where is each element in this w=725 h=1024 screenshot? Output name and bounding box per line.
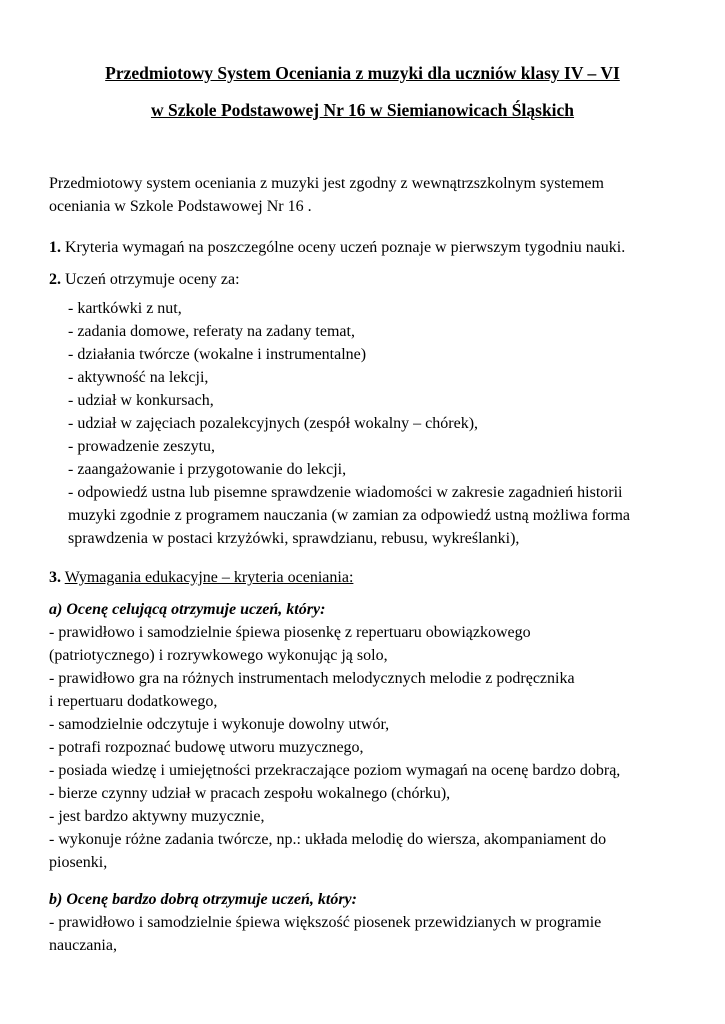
point-3 [49,566,689,589]
list-item: - zadania domowe, referaty na zadany temat, [68,323,355,340]
point-2-number: 2. [49,271,61,288]
section-a [49,598,689,874]
section-a-line: - jest bardzo aktywny muzycznie, [49,808,265,825]
point-1-text: Kryteria wymagań na poszczególne oceny uczeń poznaje w pierwszym tygodniu nauki. [61,239,626,256]
section-a-line: - samodzielnie odczytuje i wykonuje dowolny utwór, [49,716,390,733]
section-a-heading: a) Ocenę celującą otrzymuje uczeń, który: [49,601,326,618]
document-title-line-1: Przedmiotowy System Oceniania z muzyki dla uczniów klasy IV – VI [105,63,620,83]
point-3-number: 3. [49,569,61,586]
list-item: - aktywność na lekcji, [68,369,209,386]
section-a-line: - potrafi rozpoznać budowę utworu muzycznego, [49,739,364,756]
intro-line-1: Przedmiotowy system oceniania z muzyki jest zgodny z wewnątrzszkolnym systemem [49,175,604,192]
list-item: - udział w konkursach, [68,392,214,409]
point-1 [49,236,689,259]
section-a-line: - wykonuje różne zadania twórcze, np.: układa melodię do wiersza, akompaniament do [49,831,607,848]
section-b-line: - prawidłowo i samodzielnie śpiewa większość piosenek przewidzianych w programie [49,914,602,931]
section-a-line: (patriotycznego) i rozrywkowego wykonując ją solo, [49,647,388,664]
document-title-line-2: w Szkole Podstawowej Nr 16 w Siemianowicach Śląskich [150,100,575,120]
list-item: - odpowiedź ustna lub pisemne sprawdzenie wiadomości w zakresie zagadnień historii [68,484,623,501]
grades-list [68,297,698,550]
intro-paragraph [49,172,689,218]
section-b [49,888,689,957]
point-2 [49,268,689,291]
section-a-line: piosenki, [49,854,108,871]
intro-line-2: oceniania w Szkole Podstawowej Nr 16 . [49,198,312,215]
point-3-text: Wymagania edukacyjne – kryteria oceniania: [64,569,354,586]
section-a-line: i repertuaru dodatkowego, [49,693,218,710]
section-b-line: nauczania, [49,937,117,954]
list-item: - zaangażowanie i przygotowanie do lekcji, [68,461,347,478]
section-b-heading: b) Ocenę bardzo dobrą otrzymuje uczeń, który: [49,891,357,908]
list-item: muzyki zgodnie z programem nauczania (w zamian za odpowiedź ustną możliwa forma [68,507,630,524]
list-item: - kartkówki z nut, [68,300,182,317]
list-item: - działania twórcze (wokalne i instrumentalne) [68,346,367,363]
section-a-line: - posiada wiedzę i umiejętności przekraczające poziom wymagań na ocenę bardzo dobrą, [49,762,621,779]
section-a-line: - bierze czynny udział w pracach zespołu wokalnego (chórku), [49,785,451,802]
point-1-number: 1. [49,239,61,256]
list-item: sprawdzenia w postaci krzyżówki, sprawdzianu, rebusu, wykreślanki), [68,530,520,547]
list-item: - udział w zajęciach pozalekcyjnych (zespół wokalny – chórek), [68,415,479,432]
point-2-text: Uczeń otrzymuje oceny za: [61,271,240,288]
section-a-line: - prawidłowo i samodzielnie śpiewa piosenkę z repertuaru obowiązkowego [49,624,531,641]
section-a-line: - prawidłowo gra na różnych instrumentach melodycznych melodie z podręcznika [49,670,575,687]
list-item: - prowadzenie zeszytu, [68,438,216,455]
